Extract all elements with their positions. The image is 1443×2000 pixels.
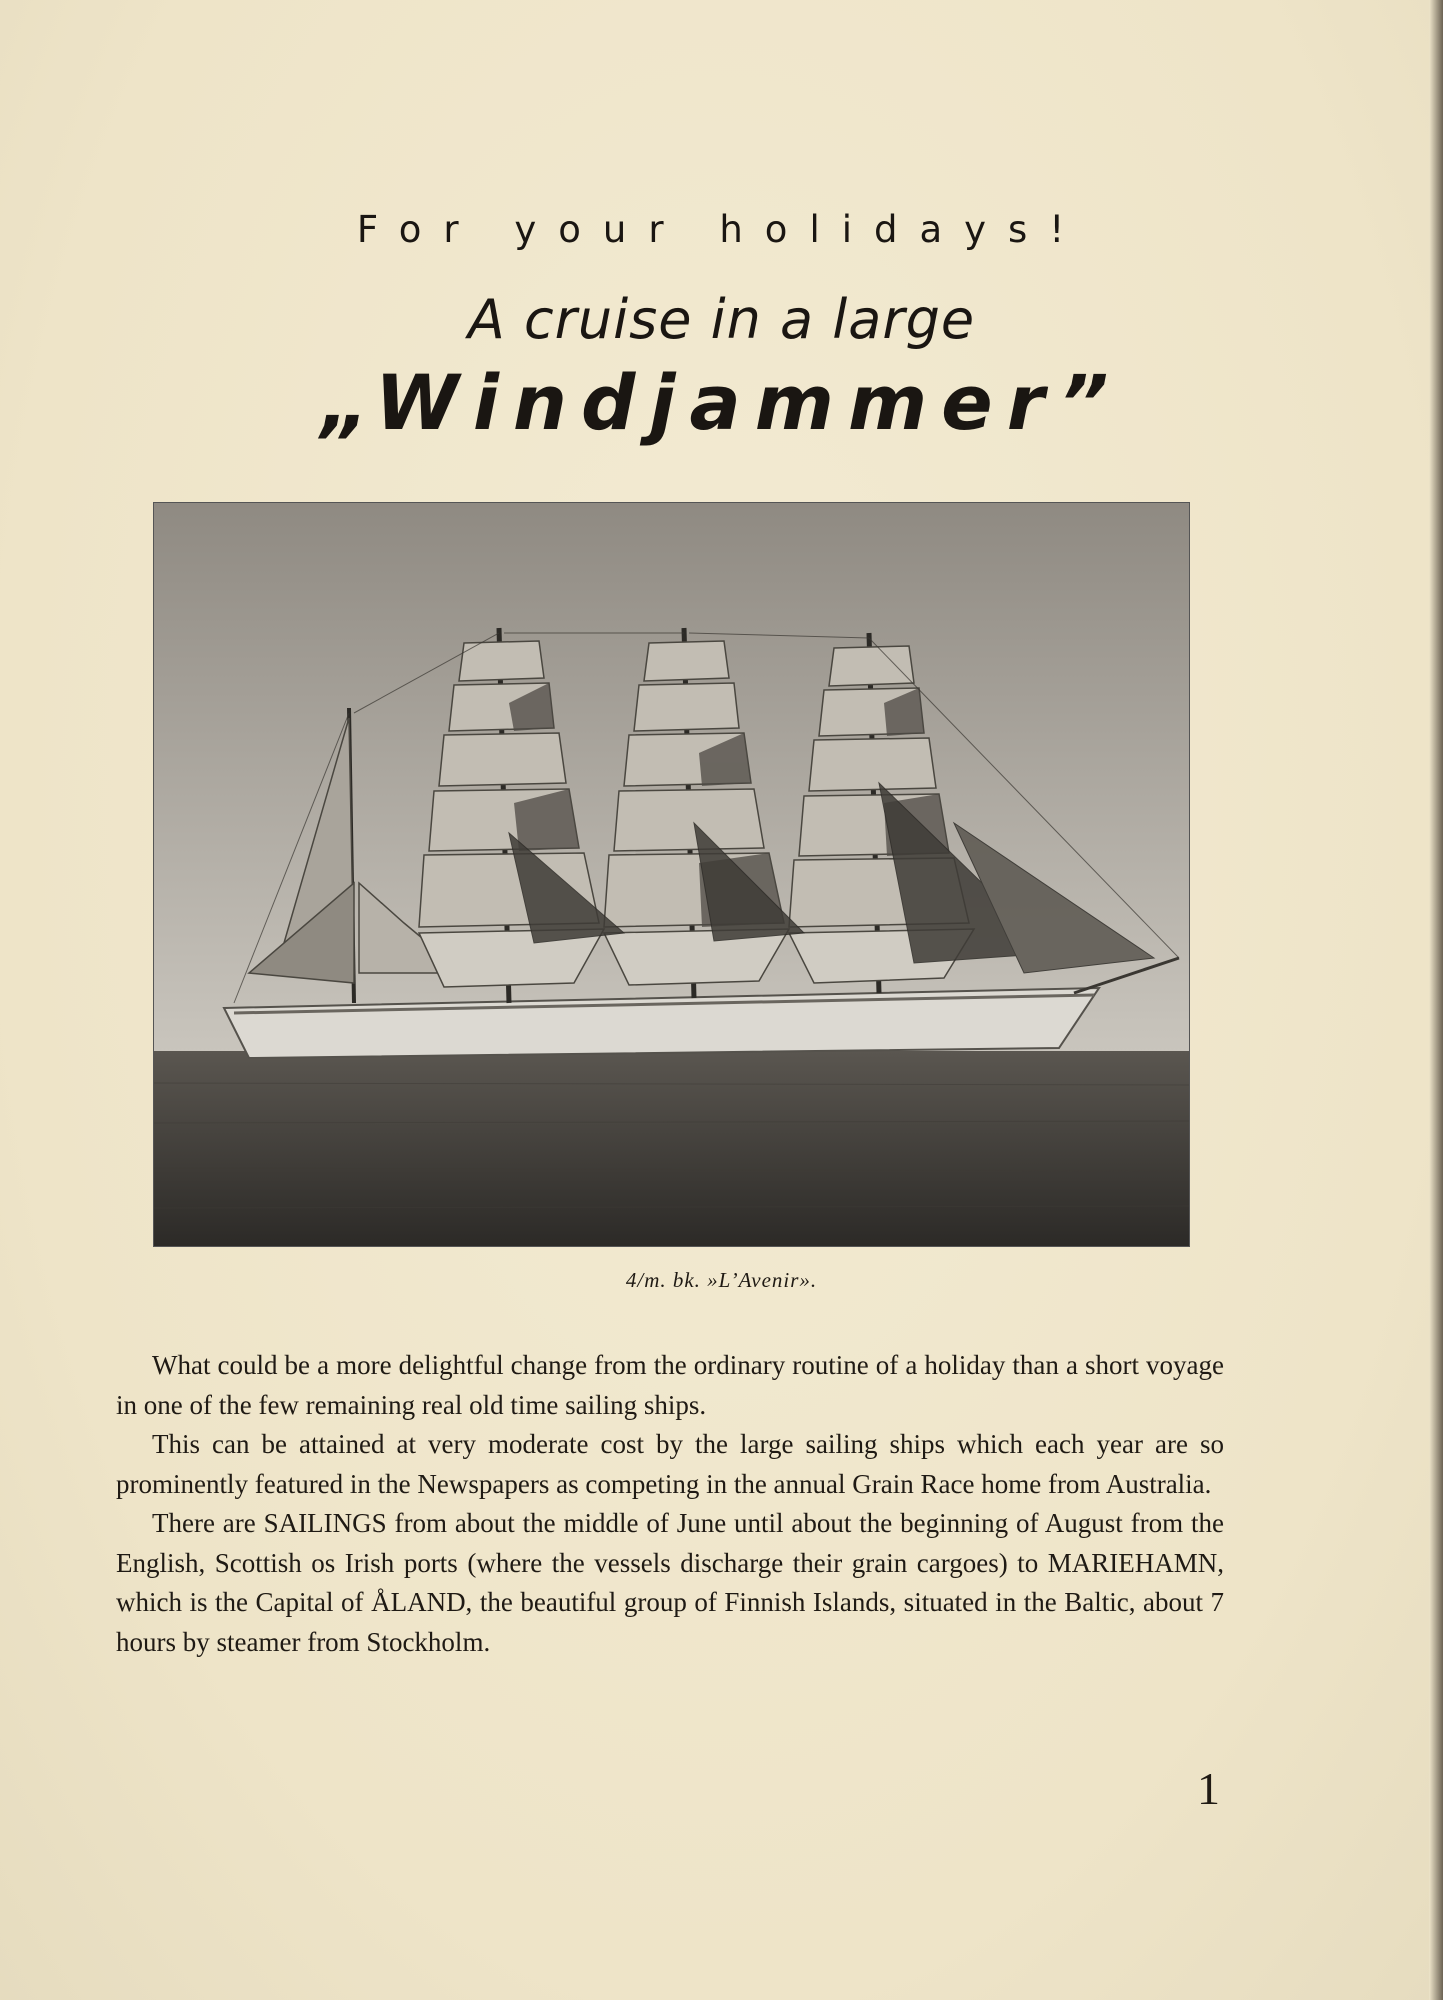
headline-line-2: „Windjammer” bbox=[320, 358, 1123, 447]
paragraph: What could be a more delightful change from the ordinary routine of a holiday than a short voyage in one of the few remaining real old time sailing ships. bbox=[116, 1350, 1224, 1420]
kicker-text: For your holidays! bbox=[356, 208, 1087, 251]
body-text bbox=[116, 1346, 1224, 1662]
page-number: 1 bbox=[1197, 1763, 1220, 1814]
ship-photograph bbox=[153, 502, 1190, 1247]
four-masted-barque-icon bbox=[154, 503, 1189, 1246]
headline-line-1: A cruise in a large bbox=[467, 288, 976, 351]
paragraph: This can be attained at very moderate cost by the large sailing ships which each year are so prominently featured in the Newspapers as competing in the annual Grain Race home from Australia. bbox=[116, 1429, 1224, 1499]
paragraph: There are SAILINGS from about the middle of June until about the beginning of August from the English, Scottish os Irish ports (where the vessels discharge their grain cargoes) to MARIEHAMN, which is the Capital of ÅLAND, the beautiful group of Finnish Islands, situated in the Baltic, about 7 hours by steamer from Stockholm. bbox=[116, 1508, 1224, 1657]
photo-caption: 4/m. bk. »L’Avenir». bbox=[625, 1268, 818, 1292]
